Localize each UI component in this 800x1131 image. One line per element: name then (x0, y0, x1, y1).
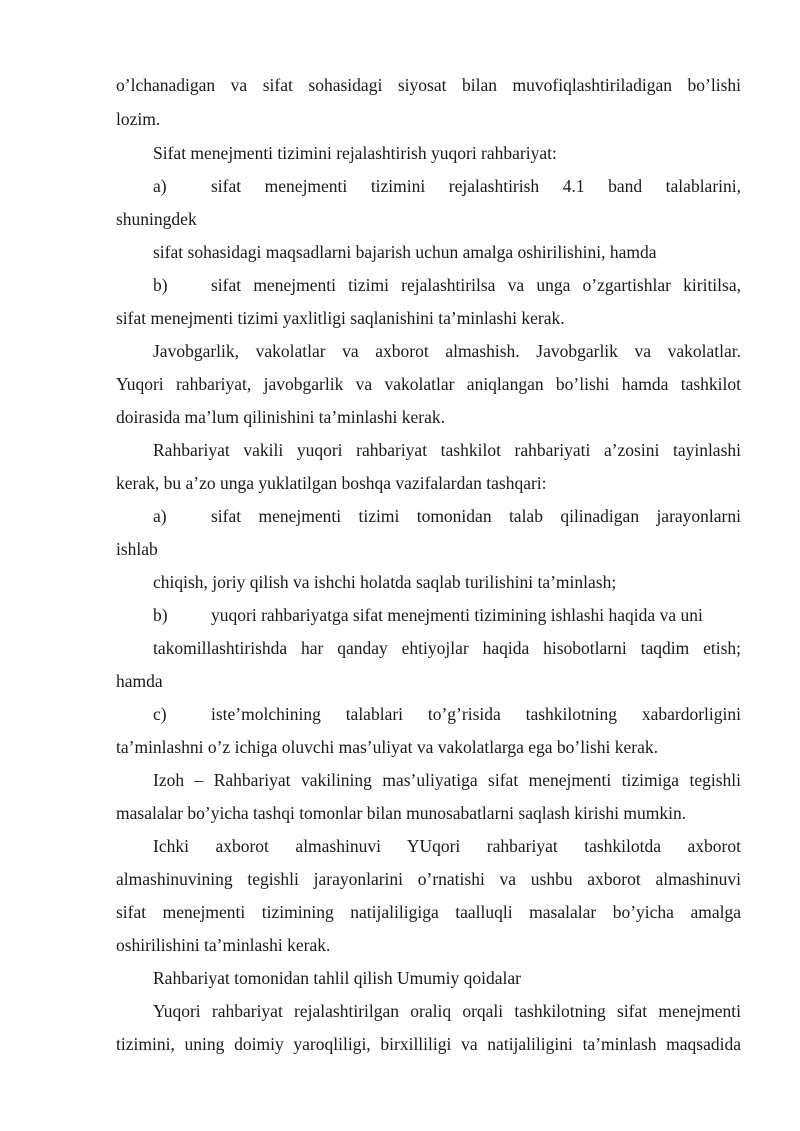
list-item-text: sifat menejmenti tizimini rejalashtirish 4.1 band talablarini, (211, 176, 741, 196)
paragraph-line: Yuqori rahbariyat, javobgarlik va vakolatlar aniqlangan bo’lishi hamda tashkilot (116, 374, 741, 394)
paragraph-line: sifat menejmenti tizimining natijaliligiga taalluqli masalalar bo’yicha amalga (116, 902, 741, 922)
list-item-label: a) (153, 176, 167, 196)
paragraph-line: sifat sohasidagi maqsadlarni bajarish uchun amalga oshirilishini, hamda (153, 242, 657, 262)
paragraph-line: ta’minlashni o’z ichiga oluvchi mas’uliyat va vakolatlarga ega bo’lishi kerak. (116, 737, 659, 757)
paragraph-line: hamda (116, 671, 163, 691)
paragraph-line: Javobgarlik, vakolatlar va axborot almashish. Javobgarlik va vakolatlar. (153, 341, 741, 361)
paragraph-line: Izoh – Rahbariyat vakilining mas’uliyatiga sifat menejmenti tizimiga tegishli (153, 770, 741, 790)
paragraph-line: lozim. (116, 109, 161, 129)
paragraph-line: tizimini, uning doimiy yaroqliligi, birxilliligi va natijaliligini ta’minlash maqsadida (116, 1034, 741, 1054)
list-item-text: iste’molchining talablari to’g’risida tashkilotning xabardorligini (211, 704, 741, 724)
paragraph-line: Sifat menejmenti tizimini rejalashtirish yuqori rahbariyat: (153, 143, 557, 163)
paragraph-line: masalalar bo’yicha tashqi tomonlar bilan munosabatlarni saqlash kirishi mumkin. (116, 803, 687, 823)
list-item-label: a) (153, 506, 167, 526)
paragraph-line: shuningdek (116, 209, 197, 229)
paragraph-line: takomillashtirishda har qanday ehtiyojlar haqida hisobotlarni taqdim etish; (153, 638, 741, 658)
paragraph-line: almashinuvining tegishli jarayonlarini o’rnatishi va ushbu axborot almashinuvi (116, 869, 741, 889)
list-item-label: b) (153, 275, 168, 295)
paragraph-line: doirasida ma’lum qilinishini ta’minlashi kerak. (116, 407, 446, 427)
list-item-label: b) (153, 605, 168, 625)
list-item-text: sifat menejmenti tizimi rejalashtirilsa va unga o’zgartishlar kiritilsa, (211, 275, 741, 295)
paragraph-line: kerak, bu a’zo unga yuklatilgan boshqa vazifalardan tashqari: (116, 473, 547, 493)
paragraph-line: oshirilishini ta’minlashi kerak. (116, 935, 331, 955)
list-item-text: sifat menejmenti tizimi tomonidan talab qilinadigan jarayonlarni (211, 506, 741, 526)
paragraph-line: ishlab (116, 539, 158, 559)
list-item-text: yuqori rahbariyatga sifat menejmenti tizimining ishlashi haqida va uni (211, 605, 703, 625)
paragraph-line: Yuqori rahbariyat rejalashtirilgan oraliq orqali tashkilotning sifat menejmenti (153, 1001, 741, 1021)
section-heading: Rahbariyat tomonidan tahlil qilish Umumiy qoidalar (153, 968, 521, 988)
paragraph-line: Ichki axborot almashinuvi YUqori rahbariyat tashkilotda axborot (153, 836, 741, 856)
paragraph-line: Rahbariyat vakili yuqori rahbariyat tashkilot rahbariyati a’zosini tayinlashi (153, 440, 741, 460)
paragraph-line: o’lchanadigan va sifat sohasidagi siyosat bilan muvofiqlashtiriladigan bo’lishi (116, 75, 741, 95)
list-item-label: c) (153, 704, 167, 724)
paragraph-line: sifat menejmenti tizimi yaxlitligi saqlanishini ta’minlashi kerak. (116, 308, 565, 328)
paragraph-line: chiqish, joriy qilish va ishchi holatda saqlab turilishini ta’minlash; (153, 572, 617, 592)
